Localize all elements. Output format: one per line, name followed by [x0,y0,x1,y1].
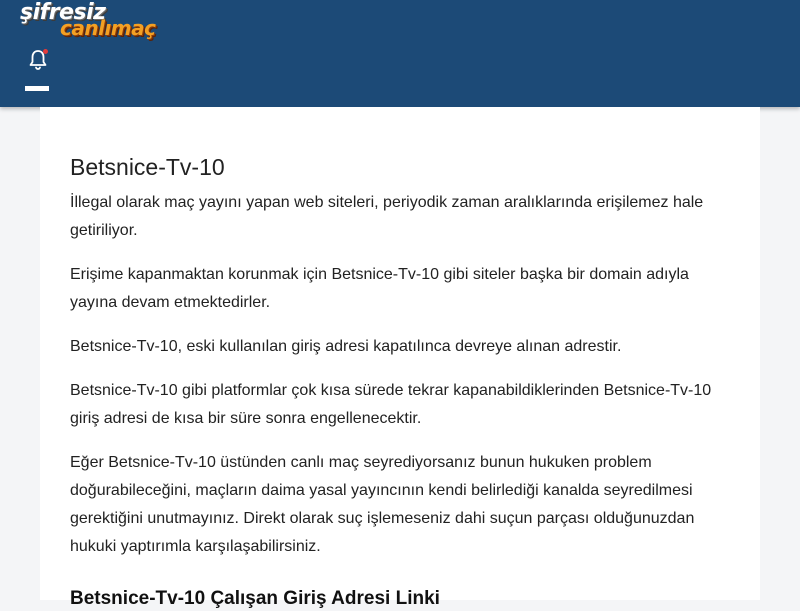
site-logo[interactable] [20,2,170,40]
article-paragraph-2: Erişime kapanmaktan korunmak için Betsnice-Tv-10 gibi siteler başka bir domain adıyla yayına devam etmektedirler. [70,266,689,311]
logo-word-sifresiz: şifresiz [20,0,106,25]
article-paragraph-4: Betsnice-Tv-10 gibi platformlar çok kısa sürede tekrar kapanabildiklerinden Betsnice-Tv-10 giriş adresi de kısa bir süre sonra engellenecektir. [70,382,712,427]
top-header [0,0,800,107]
article-subheading: Betsnice-Tv-10 Çalışan Giriş Adresi Linki [70,588,440,609]
notification-dot [43,49,48,54]
logo-word-canlimac: canlımaç [60,16,156,40]
article-paragraph-1: İllegal olarak maç yayını yapan web siteleri, periyodik zaman aralıklarında erişilemez hale getiriliyor. [70,194,704,239]
article-paragraph-5: Eğer Betsnice-Tv-10 üstünden canlı maç seyrediyorsanız bunun hukuken problem doğurabileceğini, maçların daima yasal yayıncının kendi belirlediği kanalda seyredilmesi gerektiğini unutmayınız. Direkt olarak suç işlemeseniz dahi suçun parçası olduğunuzdan hukuki yaptırımla karşılaşabilirsiniz. [70,454,695,555]
article-title: Betsnice-Tv-10 [70,154,225,180]
menu-toggle-icon[interactable] [25,86,49,91]
bell-icon[interactable] [26,48,50,72]
article-card [40,107,760,609]
article-paragraph-3: Betsnice-Tv-10, eski kullanılan giriş adresi kapatılınca devreye alınan adrestir. [70,338,622,355]
